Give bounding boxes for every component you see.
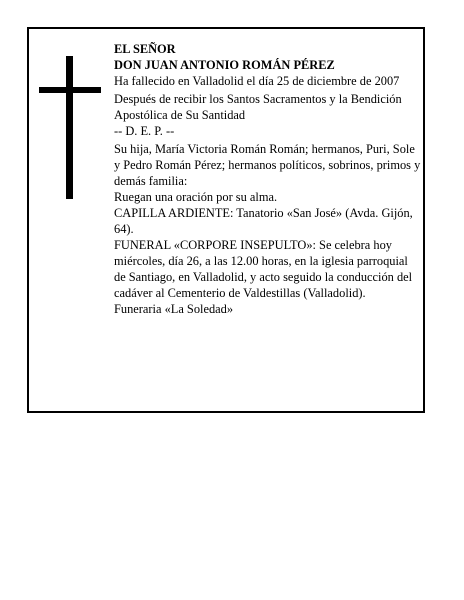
prayer-request: Ruegan una oración por su alma. [114, 190, 278, 204]
cross-vertical-bar [66, 56, 73, 199]
death-announcement: Ha fallecido en Valladolid el día 25 de diciembre de 2007 [114, 74, 400, 88]
rip-line: -- D. E. P. -- [114, 124, 175, 138]
funeral-info: FUNERAL «CORPORE INSEPULTO»: Se celebra hoy miércoles, día 26, a las 12.00 horas, en la iglesia parroquial de Santiago, en Valladolid, y acto seguido la conducción del cadáver al Cementerio de Valdestillas (Valladolid). [114, 238, 413, 300]
notice-text [114, 41, 422, 317]
deceased-name: DON JUAN ANTONIO ROMÁN PÉREZ [114, 58, 335, 72]
funeral-home: Funeraria «La Soledad» [114, 302, 234, 316]
family-text: Su hija, María Victoria Román Román; hermanos, Puri, Sole y Pedro Román Pérez; hermanos políticos, sobrinos, primos y demás familia: [114, 142, 421, 188]
sacraments-text: Después de recibir los Santos Sacramentos y la Bendición Apostólica de Su Santidad [114, 92, 402, 122]
chapel-info: CAPILLA ARDIENTE: Tanatorio «San José» (Avda. Gijón, 64). [114, 206, 413, 236]
cross-icon [39, 56, 101, 199]
obituary-notice [27, 27, 425, 413]
cross-horizontal-bar [39, 87, 101, 93]
title-line-1: EL SEÑOR [114, 42, 176, 56]
